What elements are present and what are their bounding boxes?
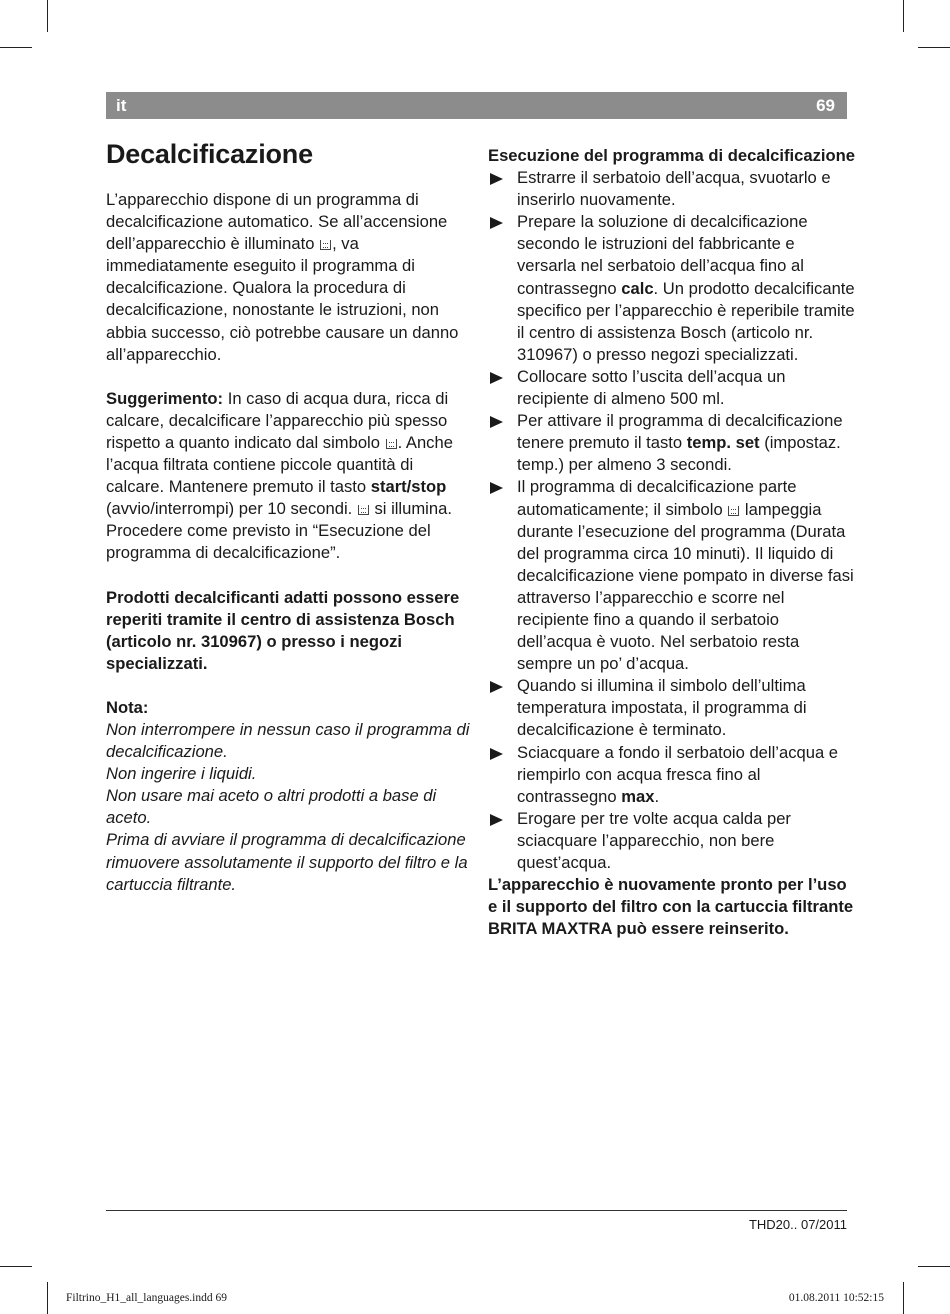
- footer-model-date: THD20.. 07/2011: [748, 1217, 847, 1232]
- descale-symbol-icon: [728, 506, 739, 516]
- triangle-bullet-icon: [490, 814, 503, 826]
- print-slug-file: Filtrino_H1_all_languages.indd 69: [66, 1292, 227, 1304]
- page-number: 69: [816, 96, 835, 115]
- step-item: [488, 211, 856, 366]
- descale-symbol-icon: [358, 505, 369, 515]
- crop-mark: [903, 1282, 904, 1314]
- tip-paragraph: [106, 388, 471, 565]
- tip-text: si illumina. Procedere come previsto in “Esecuzione del programma di decalcificazione”.: [106, 499, 452, 563]
- step-text: .: [654, 786, 660, 806]
- note-line: Non usare mai aceto o altri prodotti a base di aceto.: [106, 786, 437, 828]
- intro-text: L’apparecchio dispone di un programma di decalcificazione automatico. Se all’accensione dell’apparecchio è illuminato: [106, 190, 448, 254]
- step-text: lampeggia durante l’esecuzione del programma (Durata del programma circa 10 minuti). Il liquido di decalcificazione viene pompato in diverse fasi attraverso l’apparecchio e scorre nel recipiente fino a quando il serbatoio dell’acqua è vuoto. Nel serbatoio resta sempre un po’ d’acqua.: [517, 499, 854, 674]
- page-title: Decalcificazione: [106, 139, 313, 169]
- right-column: [488, 145, 856, 940]
- tip-text: In caso di acqua dura, ricca di calcare, decalcificare l’apparecchio più spesso rispetto a quanto indicato dal simbolo: [106, 388, 449, 452]
- step-text: Erogare per tre volte acqua calda per sciacquare l’apparecchio, non bere quest’acqua.: [517, 808, 791, 872]
- descale-symbol-icon: [386, 439, 397, 449]
- calc-mark-label: calc: [621, 278, 654, 298]
- intro-paragraph: [106, 189, 471, 366]
- tip-text: . Anche l’acqua filtrata contiene piccole quantità di calcare. Mantenere premuto il tasto: [106, 432, 453, 497]
- left-column: [106, 138, 471, 896]
- step-text: Quando si illumina il simbolo dell’ultima temperatura impostata, il programma di decalcificazione è terminato.: [517, 676, 807, 740]
- products-paragraph: Prodotti decalcificanti adatti possono essere reperiti tramite il centro di assistenza Bosch (articolo nr. 310967) o presso i negozi specializzati.: [106, 587, 460, 673]
- triangle-bullet-icon: [490, 372, 503, 384]
- crop-mark: [0, 1266, 32, 1267]
- note-line: Non interrompere in nessun caso il programma di decalcificazione.: [106, 719, 470, 762]
- footer-rule: [106, 1210, 847, 1211]
- triangle-bullet-icon: [490, 748, 503, 760]
- intro-text-cont: , va immediatamente eseguito il programma di decalcificazione. Qualora la procedura di decalcificazione, nonostante le istruzioni, non abbia successo, ciò potrebbe causare un danno all’apparecchio.: [106, 234, 459, 364]
- tip-label: Suggerimento:: [106, 388, 224, 408]
- step-text: (impostaz. temp.) per almeno 3 secondi.: [517, 433, 841, 475]
- crop-mark: [47, 0, 48, 32]
- triangle-bullet-icon: [490, 482, 503, 494]
- step-list: [488, 167, 856, 874]
- triangle-bullet-icon: [490, 173, 503, 185]
- note-label: Nota:: [106, 697, 149, 717]
- descale-symbol-icon: [320, 240, 331, 250]
- step-item: [488, 675, 856, 741]
- step-item: [488, 410, 856, 476]
- tip-text: (avvio/interrompi) per 10 secondi.: [106, 499, 357, 519]
- language-code: it: [116, 96, 127, 115]
- triangle-bullet-icon: [490, 681, 503, 693]
- max-mark-label: max: [621, 786, 655, 806]
- step-text: Prepare la soluzione di decalcificazione secondo le istruzioni del fabbricante e versarla nel serbatoio dell’acqua fino al contrassegno: [517, 212, 808, 298]
- step-item: [488, 366, 856, 410]
- step-text: Sciacquare a fondo il serbatoio dell’acqua e riempirlo con acqua fresca fino al contrassegno: [517, 742, 839, 806]
- triangle-bullet-icon: [490, 217, 503, 229]
- crop-mark: [918, 1266, 950, 1267]
- note-line: Non ingerire i liquidi.: [106, 764, 257, 784]
- section-title: Esecuzione del programma di decalcificazione: [488, 146, 856, 165]
- start-stop-key-name: start/stop: [370, 477, 447, 497]
- temp-set-key-name: temp. set: [686, 433, 760, 453]
- step-text: Collocare sotto l’uscita dell’acqua un recipiente di almeno 500 ml.: [517, 366, 786, 409]
- closing-paragraph: L’apparecchio è nuovamente pronto per l’uso e il supporto del filtro con la cartuccia filtrante BRITA MAXTRA può essere reinserito.: [488, 875, 854, 939]
- crop-mark: [918, 47, 950, 48]
- step-item: [488, 476, 856, 675]
- step-text: Per attivare il programma di decalcificazione tenere premuto il tasto: [517, 411, 843, 453]
- step-item: [488, 167, 856, 211]
- triangle-bullet-icon: [490, 416, 503, 428]
- page-header-bar: [106, 92, 847, 119]
- step-item: [488, 742, 856, 808]
- step-text: . Un prodotto decalcificante specifico per l’apparecchio è reperibile tramite il centro di assistenza Bosch (articolo nr. 310967) o presso negozi specializzati.: [517, 278, 855, 364]
- crop-mark: [903, 0, 904, 32]
- note-line: Prima di avviare il programma di decalcificazione rimuovere assolutamente il supporto del filtro e la cartuccia filtrante.: [106, 830, 468, 894]
- print-slug-datetime: 01.08.2011 10:52:15: [788, 1292, 884, 1304]
- crop-mark: [0, 47, 32, 48]
- step-item: [488, 808, 856, 874]
- crop-mark: [47, 1282, 48, 1314]
- step-text: Estrarre il serbatoio dell’acqua, svuotarlo e inserirlo nuovamente.: [517, 168, 831, 210]
- step-text: Il programma di decalcificazione parte automaticamente; il simbolo: [517, 477, 797, 519]
